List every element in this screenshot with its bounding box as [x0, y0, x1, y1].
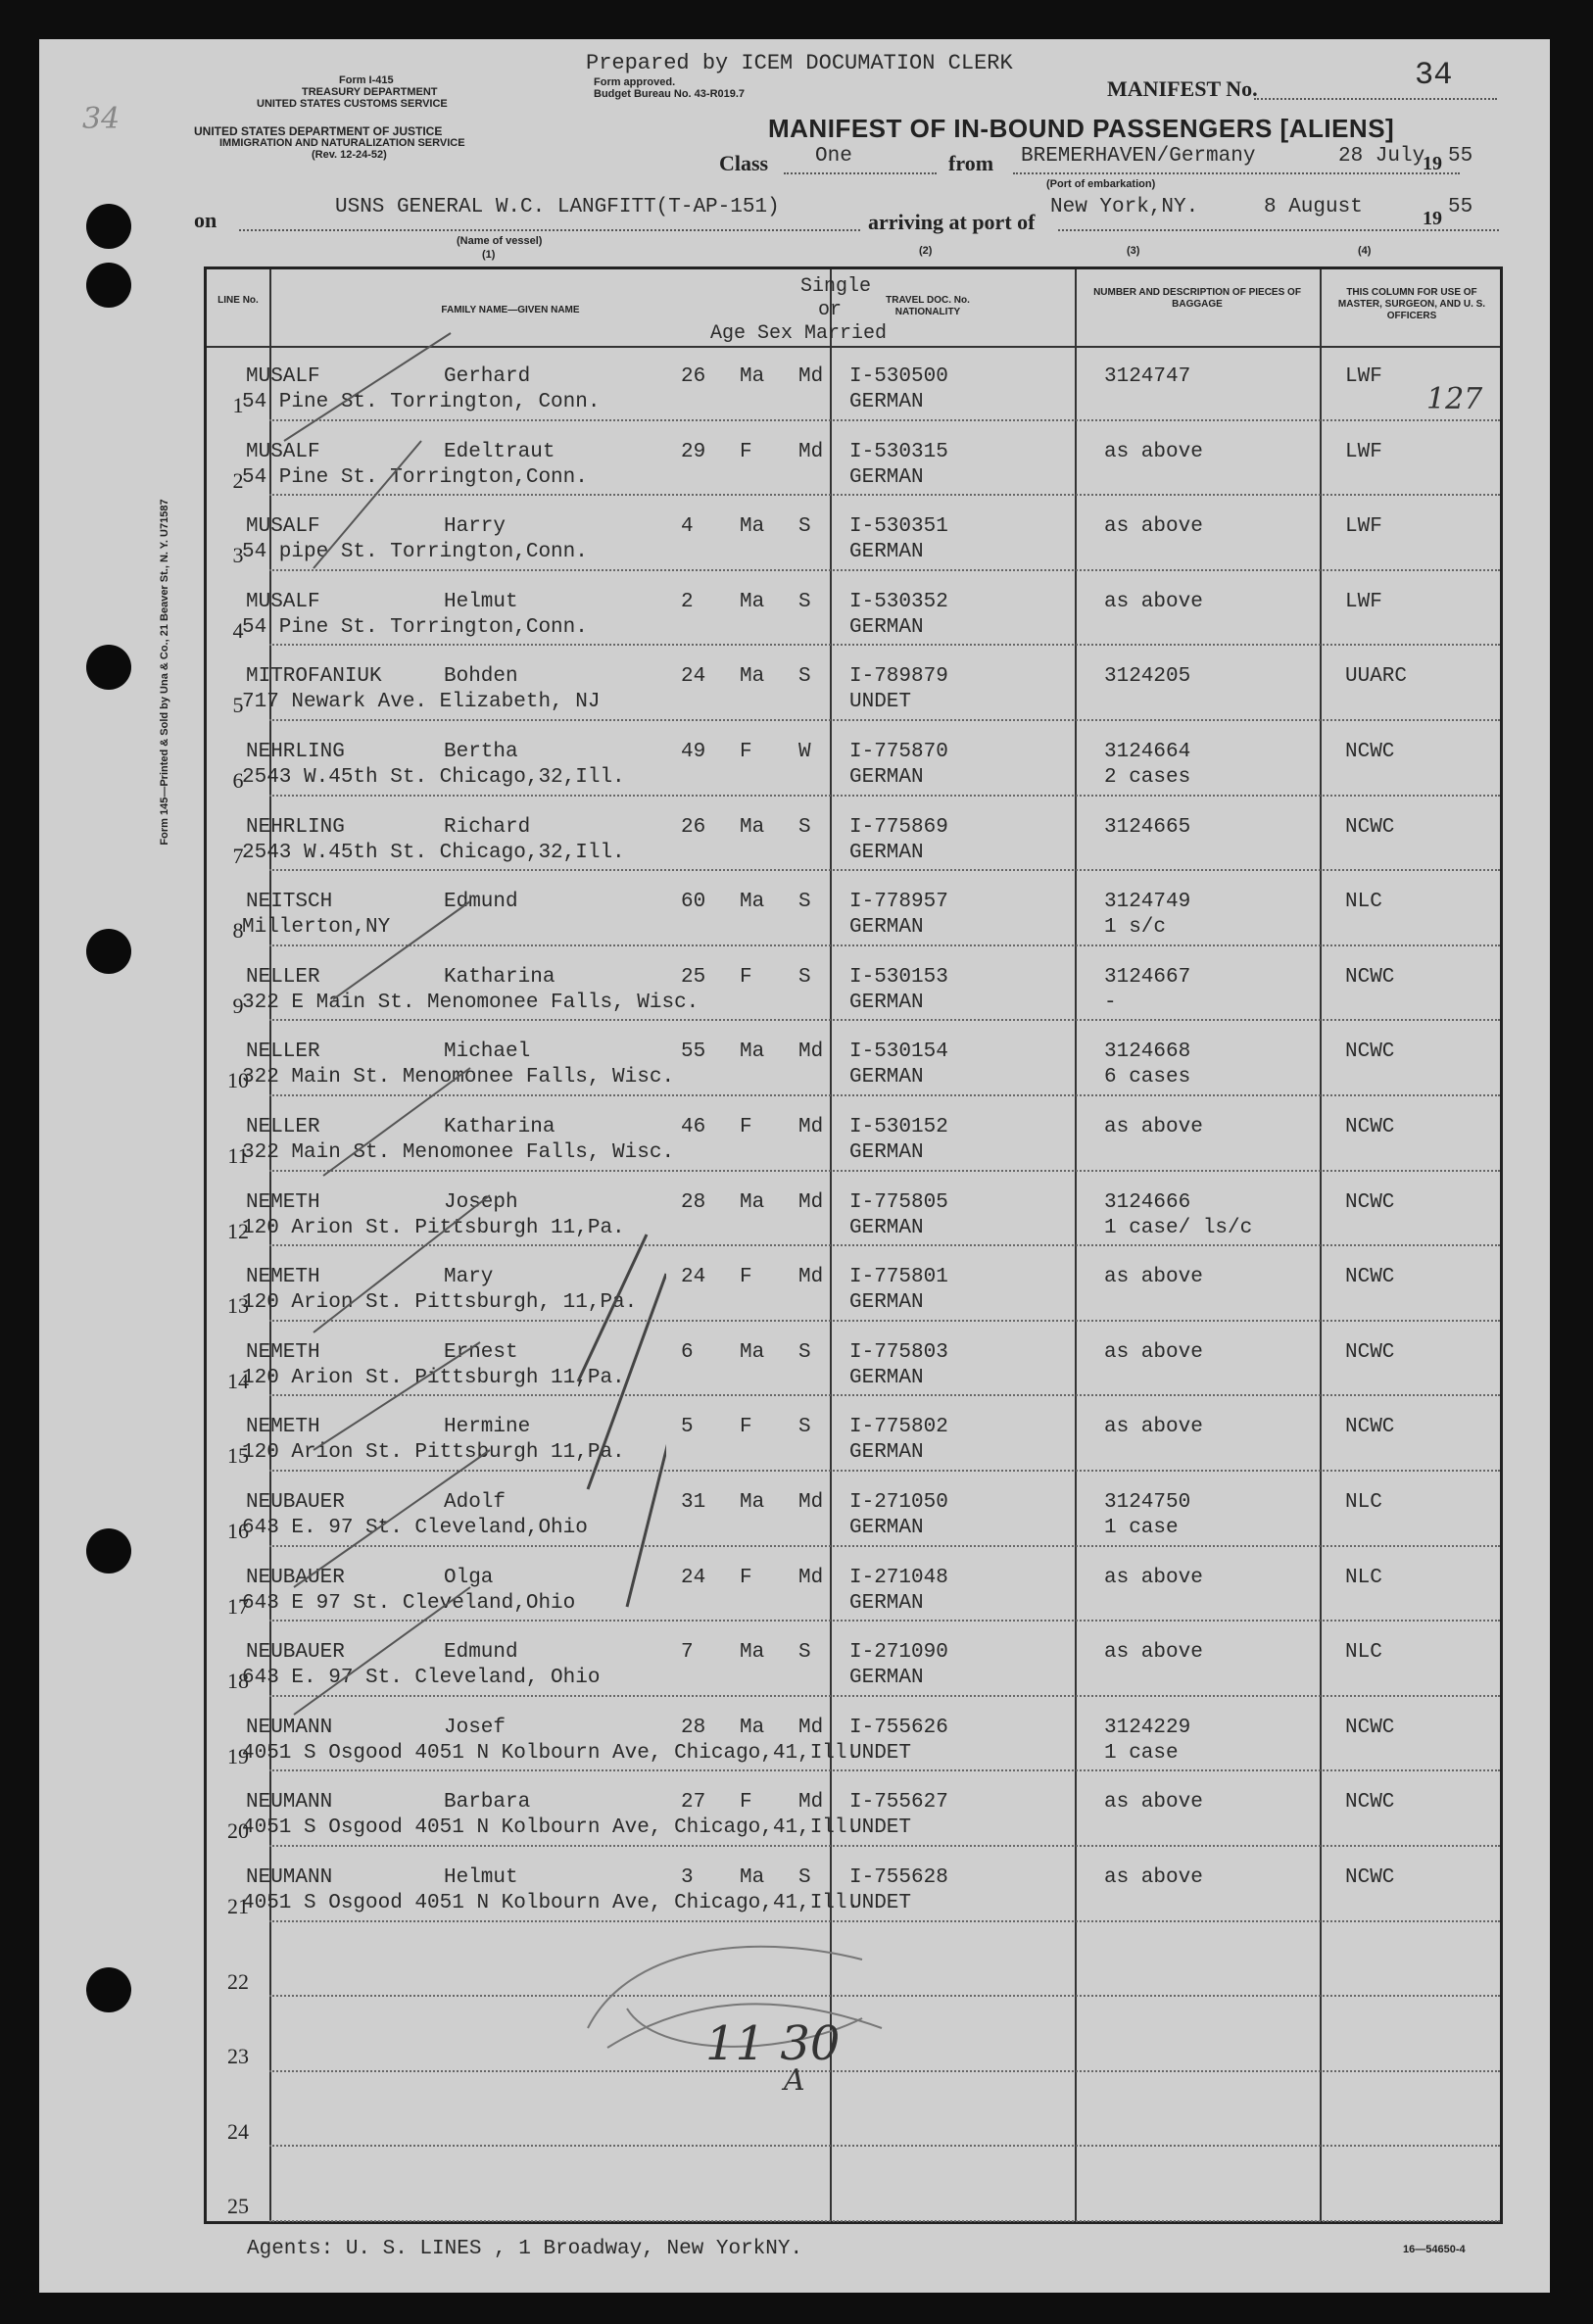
line-number: 21 [227, 1894, 249, 1918]
manifest-no-label: MANIFEST No. [1107, 76, 1258, 101]
given-name: Ernest [444, 1340, 518, 1364]
nationality: UNDET [849, 1892, 912, 1914]
baggage-description: 1 case [1104, 1741, 1179, 1765]
age: 26 [681, 815, 706, 839]
officer-code: NCWC [1345, 1041, 1395, 1064]
sex: Ma [740, 590, 765, 613]
sex: F [740, 1416, 752, 1439]
line-number: 14 [227, 1368, 249, 1393]
binder-hole [86, 204, 131, 249]
sex: Ma [740, 665, 765, 689]
travel-doc-number: I-775805 [849, 1190, 948, 1214]
baggage-number: as above [1104, 1866, 1203, 1889]
nationality: GERMAN [849, 391, 924, 413]
sex: Ma [740, 1041, 765, 1064]
sex: Ma [740, 891, 765, 914]
baggage-number: as above [1104, 1340, 1203, 1364]
baggage-description: 6 cases [1104, 1066, 1191, 1089]
officer-code: NCWC [1345, 1416, 1395, 1439]
form-number: Form I-415 [339, 74, 394, 86]
baggage-number: as above [1104, 440, 1203, 463]
manifest-page [39, 39, 1550, 2293]
arriving-label: arriving at port of [868, 210, 1036, 234]
officer-code: NLC [1345, 1566, 1382, 1589]
from-label: from [948, 151, 994, 175]
sex: Ma [740, 815, 765, 839]
us-address: 2543 W.45th St. Chicago,32,Ill. [242, 766, 625, 789]
col-header-single: Single [800, 275, 872, 298]
given-name: Bertha [444, 741, 518, 763]
agents-footer: Agents: U. S. LINES , 1 Broadway, New YorkNY. [247, 2238, 803, 2260]
class-label: Class [719, 151, 769, 175]
given-name: Helmut [444, 590, 518, 613]
officer-code: NCWC [1345, 815, 1395, 839]
family-name: MUSALF [246, 440, 320, 463]
family-name: NEITSCH [246, 891, 333, 914]
budget-bureau: Budget Bureau No. 43-R019.7 [594, 88, 746, 100]
us-address: 4051 S Osgood 4051 N Kolbourn Ave, Chicago,41,Ill. [242, 1892, 860, 1914]
nationality: GERMAN [849, 1667, 924, 1690]
age: 25 [681, 965, 706, 989]
us-address: 643 E. 97 St. Cleveland,Ohio [242, 1517, 588, 1539]
col-header-travel-doc: TRAVEL DOC. No. NATIONALITY [886, 295, 970, 317]
marital-status: Md [798, 1791, 824, 1815]
baggage-number: 3124665 [1104, 815, 1191, 839]
travel-doc-number: I-778957 [849, 891, 948, 914]
marital-status: W [798, 741, 811, 763]
baggage-description: 1 case/ ls/c [1104, 1216, 1253, 1239]
line-number: 19 [227, 1743, 249, 1768]
age: 55 [681, 1041, 706, 1064]
column-ref-2: (2) [919, 245, 933, 257]
given-name: Mary [444, 1266, 494, 1289]
nationality: GERMAN [849, 1441, 924, 1465]
line-number: 10 [227, 1068, 249, 1093]
vessel-name: USNS GENERAL W.C. LANGFITT(T-AP-151) [335, 196, 780, 218]
travel-doc-number: I-530154 [849, 1041, 948, 1064]
line-number: 1 [232, 393, 244, 417]
marital-status: Md [798, 1266, 824, 1289]
line-number: 16 [227, 1519, 249, 1543]
line-number: 3 [232, 543, 244, 568]
line-number: 6 [232, 768, 244, 793]
baggage-number: 3124666 [1104, 1190, 1191, 1214]
given-name: Katharina [444, 965, 555, 989]
given-name: Edeltraut [444, 440, 555, 463]
family-name: NEMETH [246, 1266, 320, 1289]
nationality: GERMAN [849, 1066, 924, 1089]
family-name: NEHRLING [246, 741, 345, 763]
binder-hole [86, 929, 131, 974]
sex: F [740, 1266, 752, 1289]
officer-code: NCWC [1345, 965, 1395, 989]
baggage-number: 3124747 [1104, 365, 1191, 388]
travel-doc-number: I-789879 [849, 665, 948, 689]
col-header-line-no: LINE No. [217, 295, 259, 306]
line-number: 18 [227, 1669, 249, 1694]
col-header-age-sex-married: Age Sex Married [710, 322, 888, 345]
marital-status: Md [798, 1190, 824, 1214]
col-header-name: FAMILY NAME—GIVEN NAME [441, 305, 580, 315]
line-number: 2 [232, 467, 244, 493]
given-name: Josef [444, 1716, 507, 1739]
us-address: 120 Arion St. Pittsburgh 11,Pa. [242, 1366, 625, 1389]
line-number: 20 [227, 1818, 249, 1844]
us-address: 643 E. 97 St. Cleveland, Ohio [242, 1667, 601, 1690]
line-number: 9 [232, 993, 244, 1018]
nationality: GERMAN [849, 1216, 924, 1239]
us-address: 54 pipe St. Torrington,Conn. [242, 541, 588, 564]
line-number: 24 [227, 2118, 249, 2144]
treasury-department: TREASURY DEPARTMENT [302, 86, 438, 98]
age: 26 [681, 365, 706, 388]
family-name: NEUMANN [246, 1866, 333, 1889]
baggage-number: as above [1104, 1566, 1203, 1589]
line-number: 17 [227, 1593, 249, 1619]
given-name: Joseph [444, 1190, 518, 1214]
family-name: NEUBAUER [246, 1566, 345, 1589]
revision-date: (Rev. 12-24-52) [312, 149, 387, 161]
travel-doc-number: I-775802 [849, 1416, 948, 1439]
officer-code: UUARC [1345, 665, 1408, 689]
baggage-number: as above [1104, 1641, 1203, 1665]
given-name: Gerhard [444, 365, 531, 388]
sex: Ma [740, 1491, 765, 1514]
officer-code: NCWC [1345, 1116, 1395, 1138]
nationality: GERMAN [849, 615, 924, 639]
family-name: NEMETH [246, 1340, 320, 1364]
marital-status: S [798, 515, 811, 539]
family-name: NELLER [246, 1116, 320, 1138]
baggage-number: 3124229 [1104, 1716, 1191, 1739]
us-address: 54 Pine St. Torrington,Conn. [242, 615, 588, 639]
sex: Ma [740, 1716, 765, 1739]
baggage-number: 3124668 [1104, 1041, 1191, 1064]
family-name: NEUBAUER [246, 1491, 345, 1514]
family-name: NEUBAUER [246, 1641, 345, 1665]
us-address: 2543 W.45th St. Chicago,32,Ill. [242, 841, 625, 864]
marital-status: Md [798, 1491, 824, 1514]
travel-doc-number: I-775803 [849, 1340, 948, 1364]
age: 3 [681, 1866, 694, 1889]
baggage-number: as above [1104, 1791, 1203, 1815]
sex: F [740, 965, 752, 989]
top-left-mark: 34 [82, 102, 121, 136]
line-number: 7 [232, 843, 244, 868]
handwritten-time-suffix: A [784, 2063, 805, 2098]
us-address: 120 Arion St. Pittsburgh 11,Pa. [242, 1441, 625, 1465]
handwritten-time: 11 30 [705, 2016, 841, 2071]
given-name: Edmund [444, 1641, 518, 1665]
nationality: GERMAN [849, 1591, 924, 1615]
line-number: 5 [232, 693, 244, 718]
nationality: GERMAN [849, 916, 924, 940]
us-address: Millerton,NY [242, 916, 391, 940]
officer-code: NLC [1345, 1641, 1382, 1665]
travel-doc-number: I-271050 [849, 1491, 948, 1514]
officer-code: NLC [1345, 1491, 1382, 1514]
travel-doc-number: I-530500 [849, 365, 948, 388]
baggage-description: 1 s/c [1104, 916, 1167, 940]
age: 2 [681, 590, 694, 613]
nationality: GERMAN [849, 1366, 924, 1389]
given-name: Richard [444, 815, 531, 839]
family-name: NEHRLING [246, 815, 345, 839]
form-approved: Form approved. [594, 76, 676, 88]
department-of-justice: UNITED STATES DEPARTMENT OF JUSTICE [194, 124, 443, 138]
family-name: NEUMANN [246, 1716, 333, 1739]
nationality: GERMAN [849, 541, 924, 564]
sex: Ma [740, 1340, 765, 1364]
travel-doc-number: I-530315 [849, 440, 948, 463]
form-code: 16—54650-4 [1403, 2244, 1466, 2255]
baggage-number: as above [1104, 1416, 1203, 1439]
port-embark-caption: (Port of embarkation) [1046, 178, 1156, 190]
officer-code: NLC [1345, 891, 1382, 914]
nationality: UNDET [849, 691, 912, 714]
baggage-number: 3124750 [1104, 1491, 1191, 1514]
us-address: 120 Arion St. Pittsburgh 11,Pa. [242, 1216, 625, 1239]
col-header-or: or [818, 299, 843, 321]
age: 24 [681, 665, 706, 689]
family-name: NEMETH [246, 1416, 320, 1439]
arrival-year: 55 [1448, 196, 1473, 218]
table-row [207, 2149, 1500, 2223]
line-number: 23 [227, 2044, 249, 2069]
given-name: Adolf [444, 1491, 507, 1514]
sex: F [740, 440, 752, 463]
nationality: GERMAN [849, 991, 924, 1014]
naturalization-service: IMMIGRATION AND NATURALIZATION SERVICE [219, 137, 465, 149]
departure-year: 55 [1448, 145, 1473, 168]
sex: Ma [740, 1190, 765, 1214]
us-address: 4051 S Osgood 4051 N Kolbourn Ave, Chicago,41,Ill. [242, 1741, 860, 1765]
marital-status: Md [798, 365, 824, 388]
age: 31 [681, 1491, 706, 1514]
marital-status: Md [798, 1116, 824, 1138]
officer-code: LWF [1345, 590, 1382, 613]
age: 7 [681, 1641, 694, 1665]
departure-date: 28 July [1338, 145, 1425, 168]
travel-doc-number: I-530152 [849, 1116, 948, 1138]
us-address: 717 Newark Ave. Elizabeth, NJ [242, 691, 601, 714]
column-ref-3: (3) [1127, 245, 1140, 257]
baggage-number: 3124205 [1104, 665, 1191, 689]
arrival-date: 8 August [1264, 196, 1363, 218]
marital-status: S [798, 590, 811, 613]
us-address: 4051 S Osgood 4051 N Kolbourn Ave, Chicago,41,Ill. [242, 1816, 860, 1840]
arrival-port: New York,NY. [1050, 196, 1199, 218]
baggage-number: as above [1104, 1116, 1203, 1138]
nationality: GERMAN [849, 465, 924, 489]
sex: F [740, 741, 752, 763]
binder-hole [86, 263, 131, 308]
nationality: GERMAN [849, 1291, 924, 1315]
family-name: NEMETH [246, 1190, 320, 1214]
family-name: NELLER [246, 965, 320, 989]
age: 60 [681, 891, 706, 914]
travel-doc-number: I-755627 [849, 1791, 948, 1815]
age: 29 [681, 440, 706, 463]
us-address: 120 Arion St. Pittsburgh, 11,Pa. [242, 1291, 638, 1315]
family-name: NEUMANN [246, 1791, 333, 1815]
nationality: GERMAN [849, 1141, 924, 1164]
us-address: 322 E Main St. Menomonee Falls, Wisc. [242, 991, 700, 1014]
travel-doc-number: I-530153 [849, 965, 948, 989]
given-name: Hermine [444, 1416, 531, 1439]
us-address: 322 Main St. Menomonee Falls, Wisc. [242, 1141, 675, 1164]
sex: Ma [740, 1866, 765, 1889]
officer-code: LWF [1345, 440, 1382, 463]
marital-status: S [798, 891, 811, 914]
arrival-year-prefix: 19 [1423, 208, 1442, 229]
officer-code: LWF [1345, 515, 1382, 539]
officer-code: NCWC [1345, 1716, 1395, 1739]
line-number: 8 [232, 918, 244, 944]
travel-doc-number: I-530352 [849, 590, 948, 613]
officer-code: NCWC [1345, 1190, 1395, 1214]
baggage-number: 3124667 [1104, 965, 1191, 989]
col-header-officers: THIS COLUMN FOR USE OF MASTER, SURGEON, AND U. S. OFFICERS [1337, 287, 1486, 321]
marital-status: Md [798, 440, 824, 463]
baggage-description: 2 cases [1104, 766, 1191, 789]
officer-code: NCWC [1345, 741, 1395, 763]
family-name: MITROFANIUK [246, 665, 382, 689]
on-label: on [194, 208, 217, 232]
given-name: Edmund [444, 891, 518, 914]
us-address: 54 Pine St. Torrington, Conn. [242, 391, 601, 413]
marital-status: S [798, 665, 811, 689]
sex: Ma [740, 1641, 765, 1665]
baggage-description: - [1104, 991, 1117, 1014]
sex: Ma [740, 365, 765, 388]
officer-code: LWF [1345, 365, 1382, 388]
travel-doc-number: I-775869 [849, 815, 948, 839]
baggage-number: as above [1104, 515, 1203, 539]
nationality: GERMAN [849, 1517, 924, 1539]
given-name: Michael [444, 1041, 531, 1064]
officer-code: NCWC [1345, 1791, 1395, 1815]
us-address: 54 Pine St. Torrington,Conn. [242, 465, 588, 489]
binder-hole [86, 1967, 131, 2012]
marital-status: S [798, 1416, 811, 1439]
age: 46 [681, 1116, 706, 1138]
column-ref-4: (4) [1358, 245, 1372, 257]
given-name: Barbara [444, 1791, 531, 1815]
nationality: UNDET [849, 1816, 912, 1840]
nationality: GERMAN [849, 766, 924, 789]
age: 49 [681, 741, 706, 763]
line-number: 4 [232, 617, 244, 643]
age: 27 [681, 1791, 706, 1815]
line-number: 13 [227, 1293, 249, 1319]
line-number: 12 [227, 1218, 249, 1243]
marital-status: S [798, 1340, 811, 1364]
age: 24 [681, 1266, 706, 1289]
baggage-number: 3124664 [1104, 741, 1191, 763]
port-of-embarkation: BREMERHAVEN/Germany [1021, 145, 1256, 168]
baggage-number: as above [1104, 590, 1203, 613]
marital-status: S [798, 1866, 811, 1889]
nationality: UNDET [849, 1741, 912, 1765]
age: 4 [681, 515, 694, 539]
marital-status: Md [798, 1716, 824, 1739]
column-ref-1: (1) [482, 249, 496, 261]
given-name: Katharina [444, 1116, 555, 1138]
travel-doc-number: I-775870 [849, 741, 948, 763]
line-number: 25 [227, 2194, 249, 2219]
check-marks [255, 314, 666, 1842]
age: 24 [681, 1566, 706, 1589]
manifest-title: MANIFEST OF IN-BOUND PASSENGERS [ALIENS] [768, 114, 1395, 143]
baggage-description: 1 case [1104, 1517, 1179, 1539]
sex: F [740, 1116, 752, 1138]
officer-code: NCWC [1345, 1866, 1395, 1889]
handwritten-count: 127 [1426, 382, 1483, 416]
us-address: 322 Main St. Menomonee Falls, Wisc. [242, 1066, 675, 1089]
us-address: 643 E 97 St. Cleveland,Ohio [242, 1591, 576, 1615]
family-name: NELLER [246, 1041, 320, 1064]
class-value: One [815, 145, 852, 168]
customs-service: UNITED STATES CUSTOMS SERVICE [257, 98, 448, 110]
travel-doc-number: I-755628 [849, 1866, 948, 1889]
marital-status: Md [798, 1041, 824, 1064]
line-number: 22 [227, 1968, 249, 1994]
departure-year-prefix: 19 [1423, 153, 1442, 174]
signature-scribble [568, 1911, 921, 2106]
age: 28 [681, 1716, 706, 1739]
manifest-no: 34 [1415, 57, 1453, 93]
prepared-by: Prepared by ICEM DOCUMATION CLERK [586, 51, 1013, 75]
sex: F [740, 1791, 752, 1815]
travel-doc-number: I-755626 [849, 1716, 948, 1739]
given-name: Helmut [444, 1866, 518, 1889]
given-name: Harry [444, 515, 507, 539]
age: 28 [681, 1190, 706, 1214]
marital-status: S [798, 1641, 811, 1665]
binder-hole [86, 1528, 131, 1574]
travel-doc-number: I-530351 [849, 515, 948, 539]
sex: F [740, 1566, 752, 1589]
vessel-caption: (Name of vessel) [457, 235, 543, 247]
marital-status: S [798, 965, 811, 989]
family-name: MUSALF [246, 365, 320, 388]
marital-status: S [798, 815, 811, 839]
baggage-number: as above [1104, 1266, 1203, 1289]
marital-status: Md [798, 1566, 824, 1589]
age: 5 [681, 1416, 694, 1439]
given-name: Bohden [444, 665, 518, 689]
travel-doc-number: I-775801 [849, 1266, 948, 1289]
line-number: 11 [227, 1143, 249, 1168]
travel-doc-number: I-271048 [849, 1566, 948, 1589]
sex: Ma [740, 515, 765, 539]
line-number: 15 [227, 1443, 249, 1469]
family-name: MUSALF [246, 590, 320, 613]
baggage-number: 3124749 [1104, 891, 1191, 914]
col-header-baggage: NUMBER AND DESCRIPTION OF PIECES OF BAGGAGE [1093, 287, 1301, 310]
officer-code: NCWC [1345, 1266, 1395, 1289]
family-name: MUSALF [246, 515, 320, 539]
travel-doc-number: I-271090 [849, 1641, 948, 1665]
binder-hole [86, 645, 131, 690]
given-name: Olga [444, 1566, 494, 1589]
officer-code: NCWC [1345, 1340, 1395, 1364]
nationality: GERMAN [849, 841, 924, 864]
age: 6 [681, 1340, 694, 1364]
printer-side-text: Form 145—Printed & Sold by Una & Co., 21 Beaver St., N. Y. U71587 [159, 499, 170, 846]
